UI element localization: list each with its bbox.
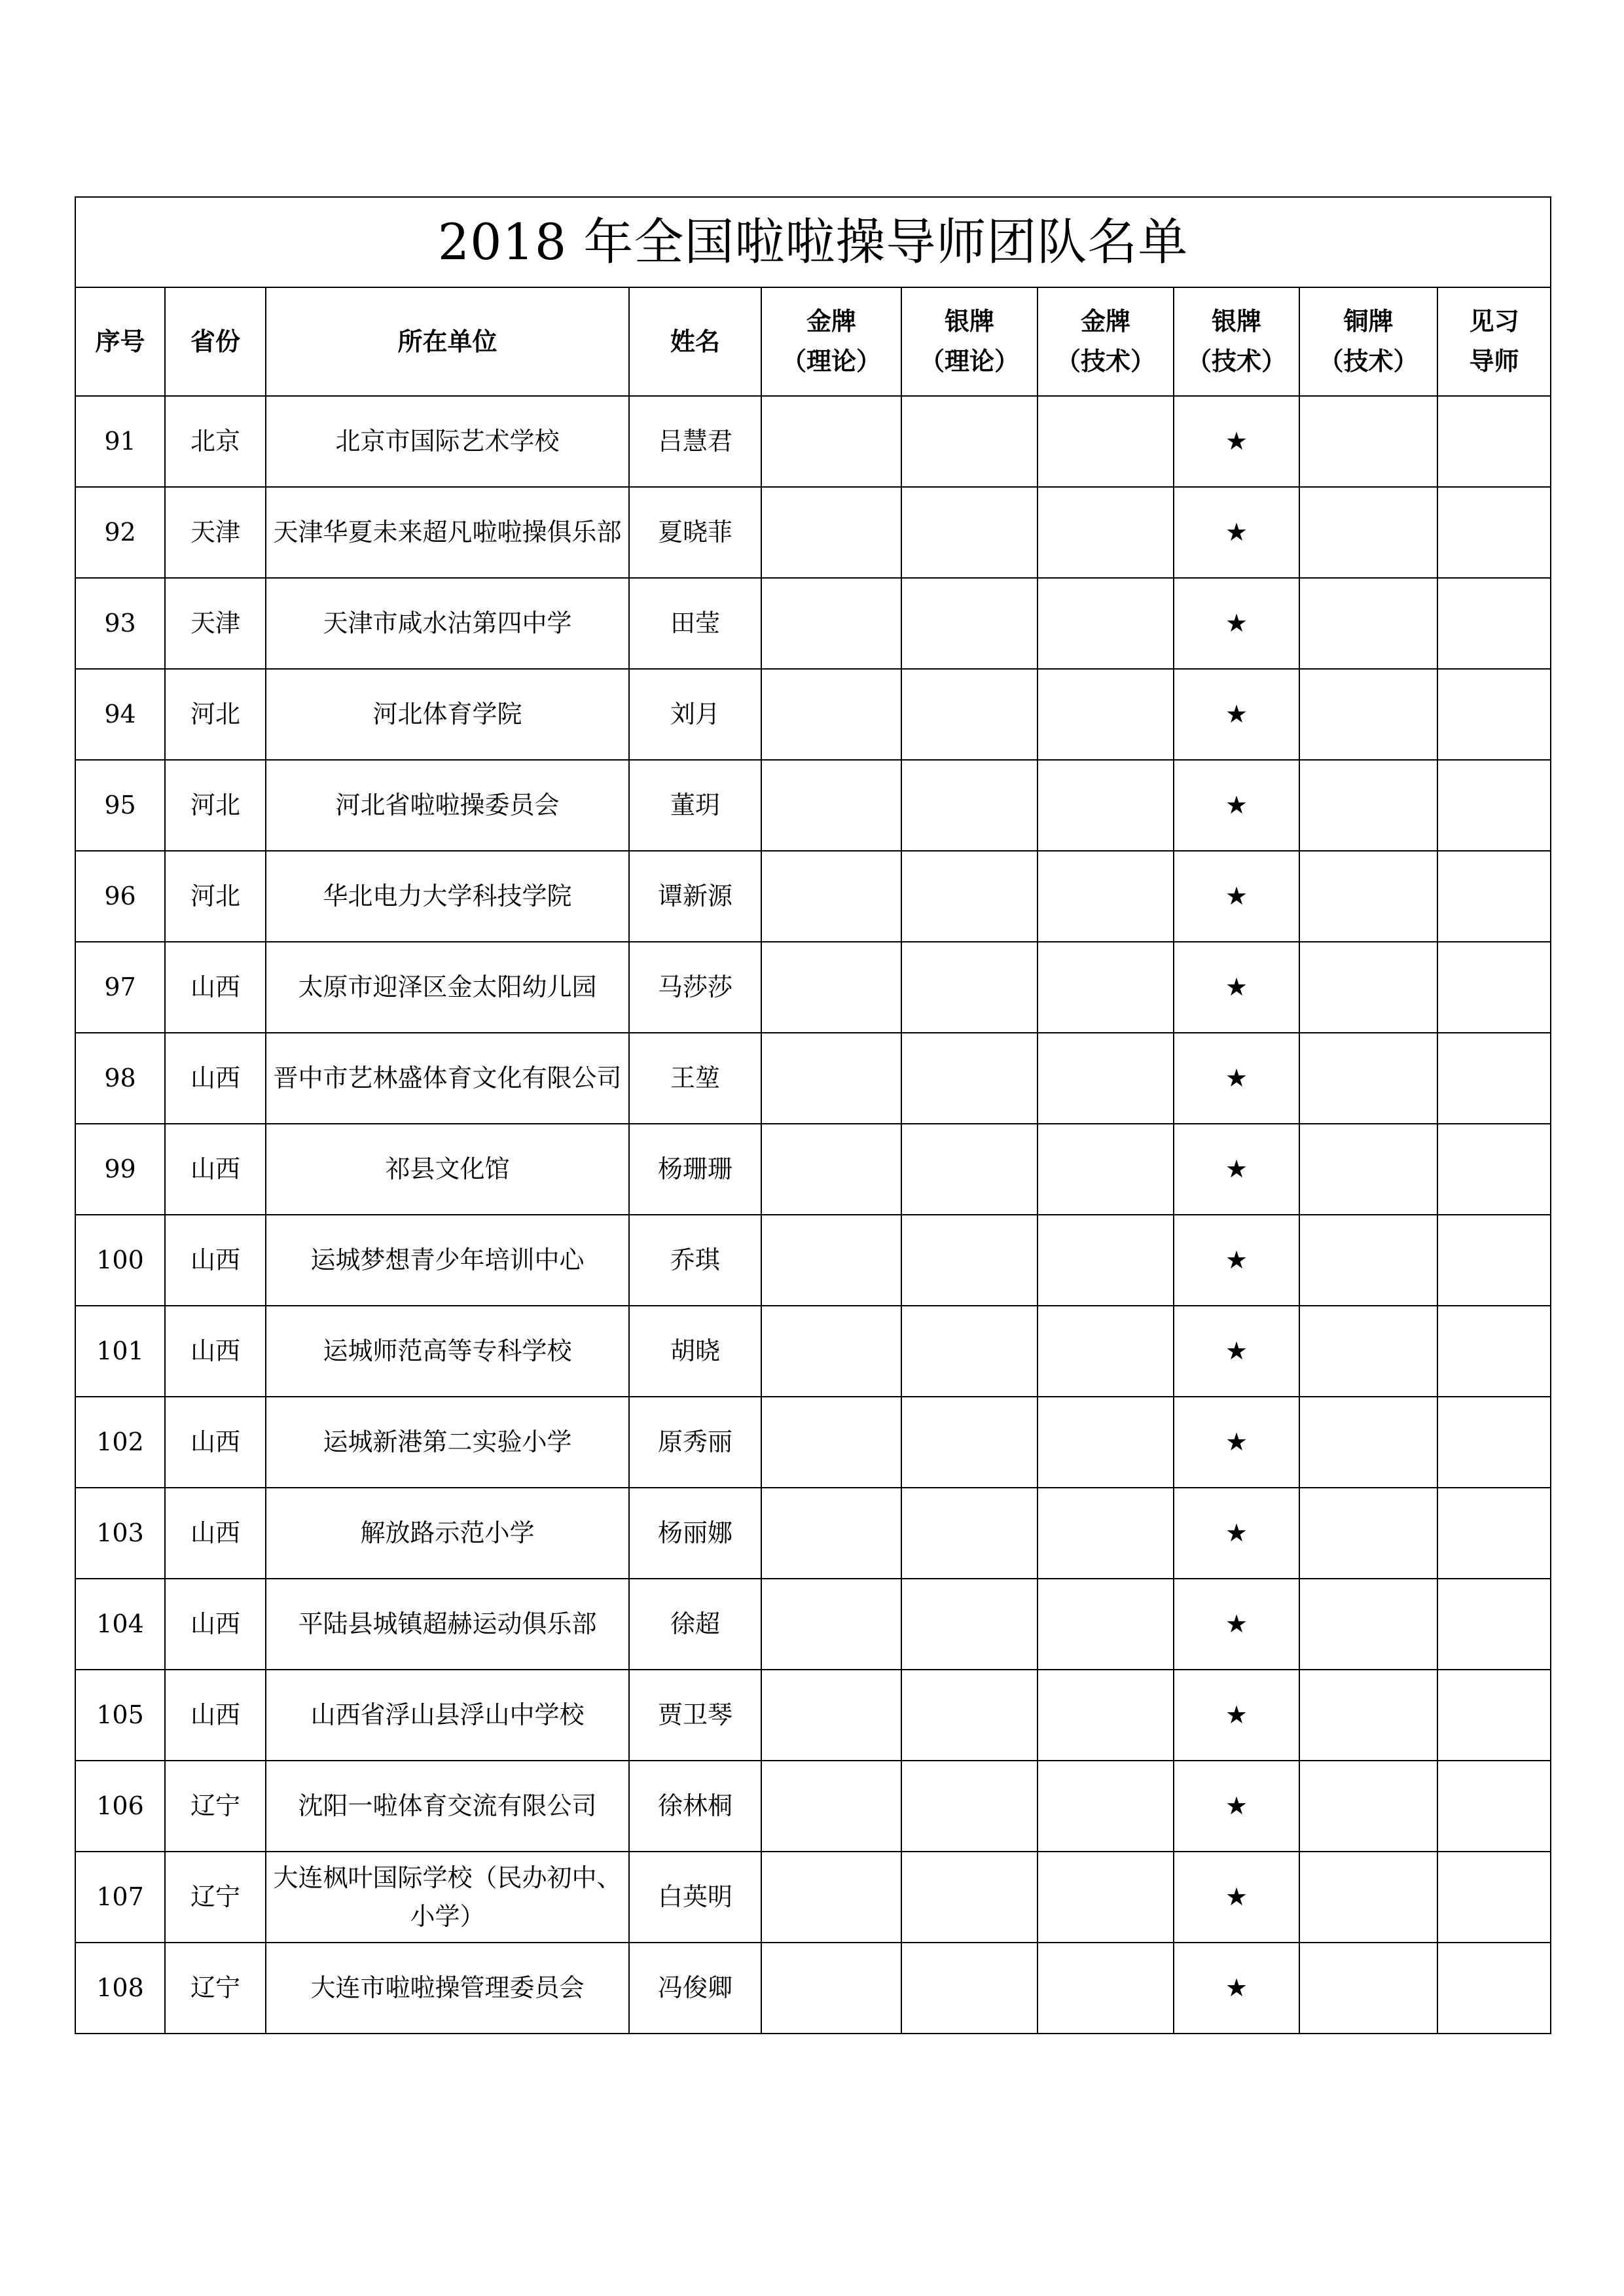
table-row xyxy=(75,1124,1551,1215)
table-row xyxy=(75,1579,1551,1670)
table-row xyxy=(75,1397,1551,1488)
cell-gold-tech xyxy=(1038,1306,1174,1397)
cell-silver-tech xyxy=(1174,1761,1299,1852)
cell-no: 106 xyxy=(75,1761,165,1852)
cell-silver-tech xyxy=(1174,1943,1299,2034)
cell-silver-theory xyxy=(901,760,1038,851)
cell-bronze-tech xyxy=(1299,1670,1437,1761)
cell-name: 刘月 xyxy=(629,669,761,760)
cell-unit: 河北省啦啦操委员会 xyxy=(266,760,629,851)
table-row xyxy=(75,1943,1551,2034)
header-text: 导师 xyxy=(1469,347,1519,376)
cell-province: 河北 xyxy=(165,851,266,942)
cell-gold-theory xyxy=(761,1215,901,1306)
cell-province: 山西 xyxy=(165,1306,266,1397)
header-text: 银牌 xyxy=(1211,307,1261,336)
cell-trainee xyxy=(1437,578,1551,669)
header-text: 所在单位 xyxy=(397,327,497,356)
header-unit xyxy=(266,287,629,396)
cell-no: 100 xyxy=(75,1215,165,1306)
cell-trainee xyxy=(1437,1306,1551,1397)
star-icon: ★ xyxy=(1225,1518,1248,1548)
cell-name: 徐超 xyxy=(629,1579,761,1670)
cell-unit: 运城新港第二实验小学 xyxy=(266,1397,629,1488)
header-text: 金牌 xyxy=(1080,307,1130,336)
cell-trainee xyxy=(1437,1761,1551,1852)
header-text: 姓名 xyxy=(670,327,720,356)
cell-trainee xyxy=(1437,1397,1551,1488)
cell-silver-tech xyxy=(1174,1215,1299,1306)
cell-bronze-tech xyxy=(1299,1215,1437,1306)
cell-silver-theory xyxy=(901,1488,1038,1579)
cell-no: 107 xyxy=(75,1852,165,1943)
cell-unit: 天津华夏未来超凡啦啦操俱乐部 xyxy=(266,487,629,578)
cell-province: 山西 xyxy=(165,1033,266,1124)
cell-gold-theory xyxy=(761,487,901,578)
cell-gold-tech xyxy=(1038,578,1174,669)
cell-province: 山西 xyxy=(165,1670,266,1761)
cell-unit: 北京市国际艺术学校 xyxy=(266,396,629,487)
cell-province: 北京 xyxy=(165,396,266,487)
table-row xyxy=(75,1215,1551,1306)
cell-silver-tech xyxy=(1174,942,1299,1033)
header-gold-tech xyxy=(1038,287,1174,396)
cell-name: 夏晓菲 xyxy=(629,487,761,578)
cell-trainee xyxy=(1437,396,1551,487)
cell-no: 93 xyxy=(75,578,165,669)
cell-trainee xyxy=(1437,1124,1551,1215)
header-silver-tech xyxy=(1174,287,1299,396)
header-row xyxy=(75,287,1551,396)
cell-silver-tech xyxy=(1174,578,1299,669)
cell-province: 山西 xyxy=(165,1579,266,1670)
table-row xyxy=(75,760,1551,851)
cell-no: 94 xyxy=(75,669,165,760)
cell-province: 山西 xyxy=(165,1488,266,1579)
cell-silver-tech xyxy=(1174,487,1299,578)
header-trainee xyxy=(1437,287,1551,396)
cell-name: 马莎莎 xyxy=(629,942,761,1033)
cell-no: 97 xyxy=(75,942,165,1033)
cell-bronze-tech xyxy=(1299,669,1437,760)
cell-name: 胡晓 xyxy=(629,1306,761,1397)
cell-gold-theory xyxy=(761,669,901,760)
cell-silver-tech xyxy=(1174,851,1299,942)
star-icon: ★ xyxy=(1225,1064,1248,1093)
cell-no: 102 xyxy=(75,1397,165,1488)
cell-gold-tech xyxy=(1038,851,1174,942)
star-icon: ★ xyxy=(1225,427,1248,456)
cell-no: 103 xyxy=(75,1488,165,1579)
page-title: 2018 年全国啦啦操导师团队名单 xyxy=(75,197,1551,287)
cell-trainee xyxy=(1437,1579,1551,1670)
cell-gold-theory xyxy=(761,851,901,942)
cell-trainee xyxy=(1437,669,1551,760)
cell-silver-theory xyxy=(901,1306,1038,1397)
cell-name: 乔琪 xyxy=(629,1215,761,1306)
cell-silver-theory xyxy=(901,1124,1038,1215)
cell-unit: 山西省浮山县浮山中学校 xyxy=(266,1670,629,1761)
roster-table xyxy=(75,196,1551,2034)
cell-gold-tech xyxy=(1038,1215,1174,1306)
cell-name: 贾卫琴 xyxy=(629,1670,761,1761)
cell-bronze-tech xyxy=(1299,851,1437,942)
cell-bronze-tech xyxy=(1299,1579,1437,1670)
cell-unit: 天津市咸水沽第四中学 xyxy=(266,578,629,669)
cell-name: 原秀丽 xyxy=(629,1397,761,1488)
cell-name: 杨珊珊 xyxy=(629,1124,761,1215)
cell-gold-theory xyxy=(761,1397,901,1488)
cell-bronze-tech xyxy=(1299,1124,1437,1215)
star-icon: ★ xyxy=(1225,1609,1248,1639)
header-gold-theory xyxy=(761,287,901,396)
header-text: 铜牌 xyxy=(1343,307,1394,336)
cell-silver-tech xyxy=(1174,1670,1299,1761)
cell-province: 天津 xyxy=(165,487,266,578)
cell-gold-tech xyxy=(1038,669,1174,760)
cell-unit: 平陆县城镇超赫运动俱乐部 xyxy=(266,1579,629,1670)
cell-bronze-tech xyxy=(1299,1943,1437,2034)
header-no xyxy=(75,287,165,396)
table-row xyxy=(75,1852,1551,1943)
header-text: （理论） xyxy=(781,347,881,376)
cell-no: 101 xyxy=(75,1306,165,1397)
cell-bronze-tech xyxy=(1299,1033,1437,1124)
cell-bronze-tech xyxy=(1299,1761,1437,1852)
header-text: （理论） xyxy=(919,347,1019,376)
cell-unit: 大连枫叶国际学校（民办初中、小学） xyxy=(266,1852,629,1943)
star-icon: ★ xyxy=(1225,882,1248,911)
cell-province: 山西 xyxy=(165,1124,266,1215)
cell-trainee xyxy=(1437,1852,1551,1943)
cell-silver-tech xyxy=(1174,1033,1299,1124)
header-text: （技术） xyxy=(1318,347,1418,376)
cell-trainee xyxy=(1437,1943,1551,2034)
cell-name: 白英明 xyxy=(629,1852,761,1943)
cell-gold-tech xyxy=(1038,1488,1174,1579)
cell-silver-theory xyxy=(901,851,1038,942)
table-row xyxy=(75,1306,1551,1397)
table-row xyxy=(75,851,1551,942)
cell-trainee xyxy=(1437,1488,1551,1579)
star-icon: ★ xyxy=(1225,791,1248,820)
cell-no: 96 xyxy=(75,851,165,942)
star-icon: ★ xyxy=(1225,1882,1248,1912)
cell-gold-tech xyxy=(1038,1397,1174,1488)
table-row xyxy=(75,669,1551,760)
cell-gold-theory xyxy=(761,1488,901,1579)
star-icon: ★ xyxy=(1225,973,1248,1002)
table-row xyxy=(75,487,1551,578)
cell-name: 吕慧君 xyxy=(629,396,761,487)
cell-gold-theory xyxy=(761,1124,901,1215)
star-icon: ★ xyxy=(1225,1336,1248,1366)
table-row xyxy=(75,1488,1551,1579)
header-name xyxy=(629,287,761,396)
cell-province: 辽宁 xyxy=(165,1943,266,2034)
cell-gold-tech xyxy=(1038,396,1174,487)
cell-unit: 太原市迎泽区金太阳幼儿园 xyxy=(266,942,629,1033)
cell-name: 王堃 xyxy=(629,1033,761,1124)
header-text: （技术） xyxy=(1186,347,1286,376)
cell-unit: 沈阳一啦体育交流有限公司 xyxy=(266,1761,629,1852)
cell-no: 95 xyxy=(75,760,165,851)
header-silver-theory xyxy=(901,287,1038,396)
cell-trainee xyxy=(1437,942,1551,1033)
cell-silver-tech xyxy=(1174,669,1299,760)
cell-bronze-tech xyxy=(1299,487,1437,578)
cell-unit: 解放路示范小学 xyxy=(266,1488,629,1579)
cell-bronze-tech xyxy=(1299,1852,1437,1943)
cell-gold-theory xyxy=(761,1579,901,1670)
cell-province: 山西 xyxy=(165,1215,266,1306)
cell-trainee xyxy=(1437,1215,1551,1306)
cell-gold-tech xyxy=(1038,760,1174,851)
header-text: （技术） xyxy=(1055,347,1155,376)
cell-gold-tech xyxy=(1038,1579,1174,1670)
table-row xyxy=(75,1761,1551,1852)
cell-gold-theory xyxy=(761,1670,901,1761)
cell-silver-tech xyxy=(1174,1488,1299,1579)
table-row xyxy=(75,1033,1551,1124)
cell-gold-theory xyxy=(761,942,901,1033)
star-icon: ★ xyxy=(1225,1973,1248,2003)
cell-silver-tech xyxy=(1174,760,1299,851)
cell-silver-theory xyxy=(901,669,1038,760)
table-row xyxy=(75,1670,1551,1761)
cell-gold-theory xyxy=(761,1943,901,2034)
cell-gold-theory xyxy=(761,1033,901,1124)
star-icon: ★ xyxy=(1225,518,1248,547)
cell-gold-theory xyxy=(761,396,901,487)
star-icon: ★ xyxy=(1225,1427,1248,1457)
cell-silver-tech xyxy=(1174,1306,1299,1397)
cell-gold-tech xyxy=(1038,942,1174,1033)
star-icon: ★ xyxy=(1225,700,1248,729)
cell-silver-theory xyxy=(901,1579,1038,1670)
cell-bronze-tech xyxy=(1299,942,1437,1033)
cell-silver-theory xyxy=(901,942,1038,1033)
cell-province: 山西 xyxy=(165,1397,266,1488)
cell-bronze-tech xyxy=(1299,1488,1437,1579)
cell-gold-tech xyxy=(1038,1033,1174,1124)
cell-name: 田莹 xyxy=(629,578,761,669)
cell-province: 辽宁 xyxy=(165,1852,266,1943)
cell-province: 河北 xyxy=(165,669,266,760)
cell-no: 91 xyxy=(75,396,165,487)
cell-gold-theory xyxy=(761,1761,901,1852)
cell-no: 99 xyxy=(75,1124,165,1215)
cell-bronze-tech xyxy=(1299,396,1437,487)
star-icon: ★ xyxy=(1225,1791,1248,1821)
cell-name: 徐林桐 xyxy=(629,1761,761,1852)
cell-no: 104 xyxy=(75,1579,165,1670)
cell-name: 冯俊卿 xyxy=(629,1943,761,2034)
cell-name: 董玥 xyxy=(629,760,761,851)
cell-unit: 运城师范高等专科学校 xyxy=(266,1306,629,1397)
cell-gold-tech xyxy=(1038,487,1174,578)
cell-trainee xyxy=(1437,1670,1551,1761)
cell-gold-theory xyxy=(761,760,901,851)
cell-silver-tech xyxy=(1174,1852,1299,1943)
cell-no: 98 xyxy=(75,1033,165,1124)
cell-unit: 华北电力大学科技学院 xyxy=(266,851,629,942)
cell-bronze-tech xyxy=(1299,760,1437,851)
cell-gold-tech xyxy=(1038,1943,1174,2034)
header-text: 金牌 xyxy=(806,307,856,336)
cell-silver-theory xyxy=(901,578,1038,669)
cell-gold-tech xyxy=(1038,1670,1174,1761)
cell-silver-tech xyxy=(1174,396,1299,487)
cell-province: 天津 xyxy=(165,578,266,669)
cell-name: 杨丽娜 xyxy=(629,1488,761,1579)
cell-gold-theory xyxy=(761,578,901,669)
title-row xyxy=(75,197,1551,287)
cell-gold-tech xyxy=(1038,1761,1174,1852)
header-province xyxy=(165,287,266,396)
cell-unit: 大连市啦啦操管理委员会 xyxy=(266,1943,629,2034)
cell-trainee xyxy=(1437,760,1551,851)
cell-silver-theory xyxy=(901,1670,1038,1761)
cell-trainee xyxy=(1437,851,1551,942)
cell-no: 92 xyxy=(75,487,165,578)
cell-province: 山西 xyxy=(165,942,266,1033)
cell-silver-theory xyxy=(901,1033,1038,1124)
cell-trainee xyxy=(1437,1033,1551,1124)
cell-no: 105 xyxy=(75,1670,165,1761)
cell-bronze-tech xyxy=(1299,1397,1437,1488)
cell-gold-tech xyxy=(1038,1124,1174,1215)
star-icon: ★ xyxy=(1225,1155,1248,1184)
cell-gold-theory xyxy=(761,1852,901,1943)
cell-silver-theory xyxy=(901,1761,1038,1852)
cell-bronze-tech xyxy=(1299,578,1437,669)
star-icon: ★ xyxy=(1225,1246,1248,1275)
cell-no: 108 xyxy=(75,1943,165,2034)
table-row xyxy=(75,396,1551,487)
star-icon: ★ xyxy=(1225,1700,1248,1730)
cell-unit: 祁县文化馆 xyxy=(266,1124,629,1215)
cell-trainee xyxy=(1437,487,1551,578)
cell-gold-tech xyxy=(1038,1852,1174,1943)
cell-bronze-tech xyxy=(1299,1306,1437,1397)
cell-silver-theory xyxy=(901,1852,1038,1943)
cell-province: 辽宁 xyxy=(165,1761,266,1852)
cell-silver-theory xyxy=(901,487,1038,578)
cell-silver-tech xyxy=(1174,1579,1299,1670)
table-row xyxy=(75,578,1551,669)
cell-unit: 河北体育学院 xyxy=(266,669,629,760)
cell-unit: 运城梦想青少年培训中心 xyxy=(266,1215,629,1306)
header-text: 省份 xyxy=(190,327,240,356)
cell-silver-theory xyxy=(901,1943,1038,2034)
cell-gold-theory xyxy=(761,1306,901,1397)
cell-silver-theory xyxy=(901,1397,1038,1488)
table-row xyxy=(75,942,1551,1033)
header-text: 序号 xyxy=(95,327,145,356)
cell-province: 河北 xyxy=(165,760,266,851)
cell-silver-tech xyxy=(1174,1397,1299,1488)
header-text: 见习 xyxy=(1469,307,1519,336)
cell-silver-theory xyxy=(901,1215,1038,1306)
header-bronze-tech xyxy=(1299,287,1437,396)
cell-unit: 晋中市艺林盛体育文化有限公司 xyxy=(266,1033,629,1124)
star-icon: ★ xyxy=(1225,609,1248,638)
cell-name: 谭新源 xyxy=(629,851,761,942)
cell-silver-theory xyxy=(901,396,1038,487)
cell-silver-tech xyxy=(1174,1124,1299,1215)
header-text: 银牌 xyxy=(944,307,994,336)
